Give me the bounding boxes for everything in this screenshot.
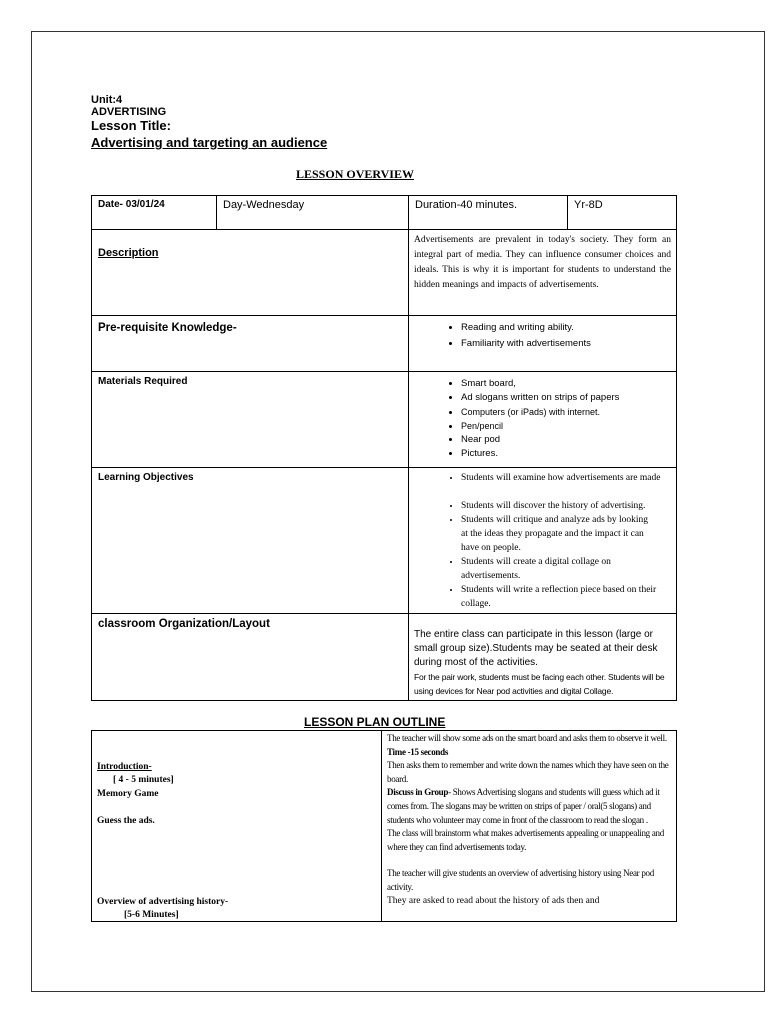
list-item: • Smart board, — [461, 377, 676, 391]
lesson-plan-outline-table — [91, 730, 677, 922]
unit-subject: ADVERTISING — [91, 106, 167, 118]
list-item: • Students will discover the history of advertising. — [461, 499, 676, 513]
introduction-time: [ 4 - 5 minutes] — [113, 775, 174, 785]
duration-value: Duration-40 minutes. — [415, 199, 518, 211]
lesson-title-label: Lesson Title: — [91, 118, 171, 133]
list-item: • Near pod — [461, 433, 676, 447]
objectives-list — [409, 471, 676, 611]
materials-label-cell — [92, 372, 409, 468]
description-label: Description — [98, 247, 159, 259]
outline-paragraph — [387, 732, 671, 759]
outline-left-column — [92, 731, 382, 922]
duration-cell — [409, 196, 568, 230]
description-text-cell — [409, 230, 677, 316]
lesson-overview-heading: LESSON OVERVIEW — [296, 167, 414, 181]
history-overview-label: Overview of advertising history- — [97, 897, 229, 907]
guess-ads-label: Guess the ads. — [97, 816, 155, 826]
list-item: • Reading and writing ability. — [461, 320, 676, 336]
outline-paragraph: The class will brainstorm what makes advertisements appealing or unappealing and where they can find advertisements today. — [387, 828, 664, 852]
objectives-list-cell — [409, 468, 677, 614]
prereq-label-cell — [92, 316, 409, 372]
list-item: • Familiarity with advertisements — [461, 336, 676, 352]
history-overview-time: [5-6 Minutes] — [124, 910, 179, 920]
day-cell — [217, 196, 409, 230]
materials-label: Materials Required — [98, 376, 188, 387]
list-item: • Pictures. — [461, 447, 676, 461]
materials-list-cell — [409, 372, 677, 468]
day-value: Day-Wednesday — [223, 199, 305, 211]
prereq-list-cell — [409, 316, 677, 372]
description-text: Advertisements are prevalent in today's society. They form an integral part of media. They can influence consumer choices and ideals. This is why it is important for students to understand the hidden meanings and impacts of advertisements. — [414, 235, 671, 290]
outline-paragraph: Then asks them to remember and write down the names which they have seen on the board. — [387, 760, 669, 784]
outline-text-bold: Discuss in Group — [387, 787, 449, 798]
classroom-text-cell — [409, 614, 677, 701]
outline-text: The teacher will show some ads on the smart board and asks them to observe it well. — [387, 733, 667, 743]
lesson-plan-outline-heading: LESSON PLAN OUTLINE — [304, 715, 446, 729]
objectives-label-cell — [92, 468, 409, 614]
lesson-title: Advertising and targeting an audience — [91, 135, 328, 150]
list-item: • Students will write a reflection piece based on their collage. — [461, 583, 676, 611]
outline-right-column — [382, 731, 677, 922]
date-cell — [92, 196, 217, 230]
list-item: • Students will examine how advertisements are made — [461, 471, 676, 485]
description-label-cell — [92, 230, 409, 316]
materials-list — [409, 377, 676, 461]
lesson-overview-table — [91, 195, 677, 701]
outline-paragraph — [387, 786, 671, 827]
prereq-list — [409, 320, 676, 352]
list-item: • Ad slogans written on strips of papers — [461, 391, 676, 405]
outline-text-bold: Time -15 seconds — [387, 746, 449, 757]
introduction-label: Introduction- — [97, 762, 152, 772]
unit-header — [91, 94, 166, 118]
year-value: Yr-8D — [574, 199, 603, 211]
list-item: • Students will critique and analyze ads by looking at the ideas they propagate and the impact it can have on people. — [461, 513, 676, 555]
date-value: Date- 03/01/24 — [98, 199, 165, 210]
classroom-text: For the pair work, students must be facing each other. Students will be using devices for Near pod activities and digital Collage. — [414, 672, 665, 696]
outline-text: - Shows Advertising slogans and students will guess which ad it comes from. The slogans may be written on strips of paper / oral(5 slogans) and students who volunteer may come in front of the classroom to read the slogan . — [387, 787, 660, 825]
classroom-text: The entire class can participate in this lesson (large or small group size).Students may be seated at their desk during most of the activities. — [414, 629, 658, 668]
outline-paragraph: The teacher will give students an overview of advertising history using Near pod activity. — [387, 868, 654, 892]
objectives-label: Learning Objectives — [98, 472, 194, 483]
classroom-label: classroom Organization/Layout — [98, 618, 270, 630]
year-cell — [568, 196, 677, 230]
list-item: • Pen/pencil — [461, 419, 676, 433]
unit-number: Unit:4 — [91, 94, 123, 106]
memory-game-label: Memory Game — [97, 789, 159, 799]
prereq-label: Pre-requisite Knowledge- — [98, 322, 237, 334]
outline-paragraph: They are asked to read about the history of ads then and — [387, 895, 600, 906]
classroom-label-cell — [92, 614, 409, 701]
list-item: • Computers (or iPads) with internet. — [461, 405, 676, 419]
list-item: • Students will create a digital collage on advertisements. — [461, 555, 676, 583]
